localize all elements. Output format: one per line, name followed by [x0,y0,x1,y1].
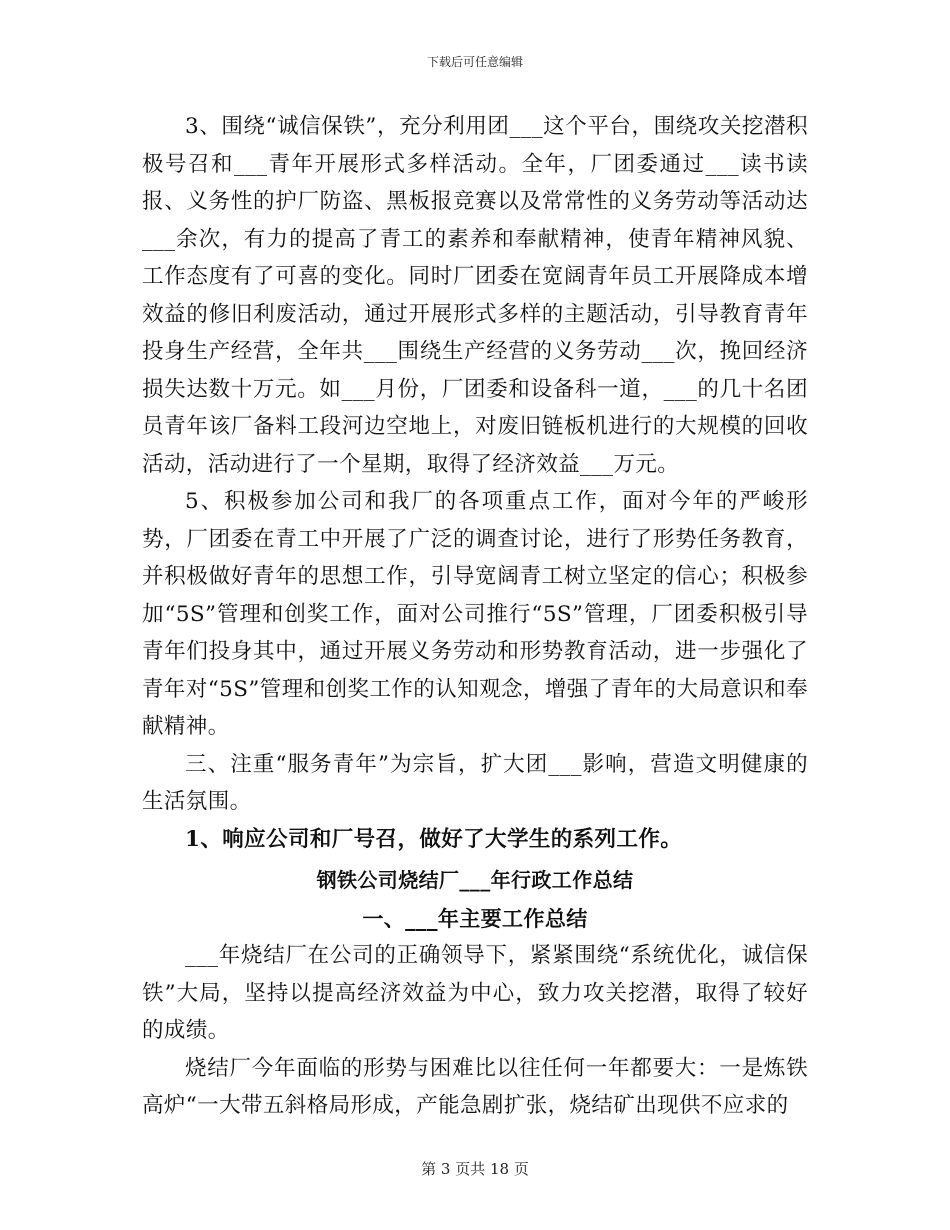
paragraph-item-5: 5、积极参加公司和我厂的各项重点工作，面对今年的严峻形势，厂团委在青工中开展了广泛的调查讨论，进行了形势任务教育，并积极做好青年的思想工作，引导宽阔青工树立坚定的信心；积极参加“5S”管理和创奖工作，面对公司推行“5S”管理，厂团委积极引导青年们投身其中，通过开展义务劳动和形势教育活动，进一步强化了青年对“5S”管理和创奖工作的认知观念，增强了青年的大局意识和奉献精神。 [142,489,808,739]
page-footer: 第 3 页共 18 页 [421,1160,529,1178]
document-title: 钢铁公司烧结厂___年行政工作总结 [316,868,634,892]
situation-paragraph: 烧结厂今年面临的形势与困难比以往任何一年都要大：一是炼铁高炉“一大带五斜格局形成，产能急剧扩张，烧结矿出现供不应求的 [142,1055,808,1118]
document-body [142,108,808,1125]
bold-subheading: 1、响应公司和厂号召，做好了大学生的系列工作。 [185,826,683,852]
section-heading: 一、___年主要工作总结 [362,905,588,931]
page-header: 下载后可任意编辑 [426,55,523,69]
section-three-paragraph: 三、注重“服务青年”为宗旨，扩大团___影响，营造文明健康的生活氛围。 [142,751,808,814]
paragraph-item-3: 3、围绕“诚信保铁”，充分利用团___这个平台，围绕攻关挖潜积极号召和___青年开展形式多样活动。全年，厂团委通过___读书读报、义务性的护厂防盗、黑板报竞赛以及常常性的义务劳动等活动达___余次，有力的提高了青工的素养和奉献精神，使青年精神风貌、工作态度有了可喜的变化。同时厂团委在宽阔青年员工开展降成本增效益的修旧利废活动，通过开展形式多样的主题活动，引导教育青年投身生产经营，全年共___围绕生产经营的义务劳动___次，挽回经济损失达数十万元。如___月份，厂团委和设备科一道，___的几十名团员青年该厂备料工段河边空地上，对废旧链板机进行的大规模的回收活动，活动进行了一个星期，取得了经济效益___万元。 [142,114,808,477]
summary-paragraph: ___年烧结厂在公司的正确领导下，紧紧围绕“系统优化，诚信保铁”大局，坚持以提高经济效益为中心，致力攻关挖潜，取得了较好的成绩。 [142,943,808,1043]
